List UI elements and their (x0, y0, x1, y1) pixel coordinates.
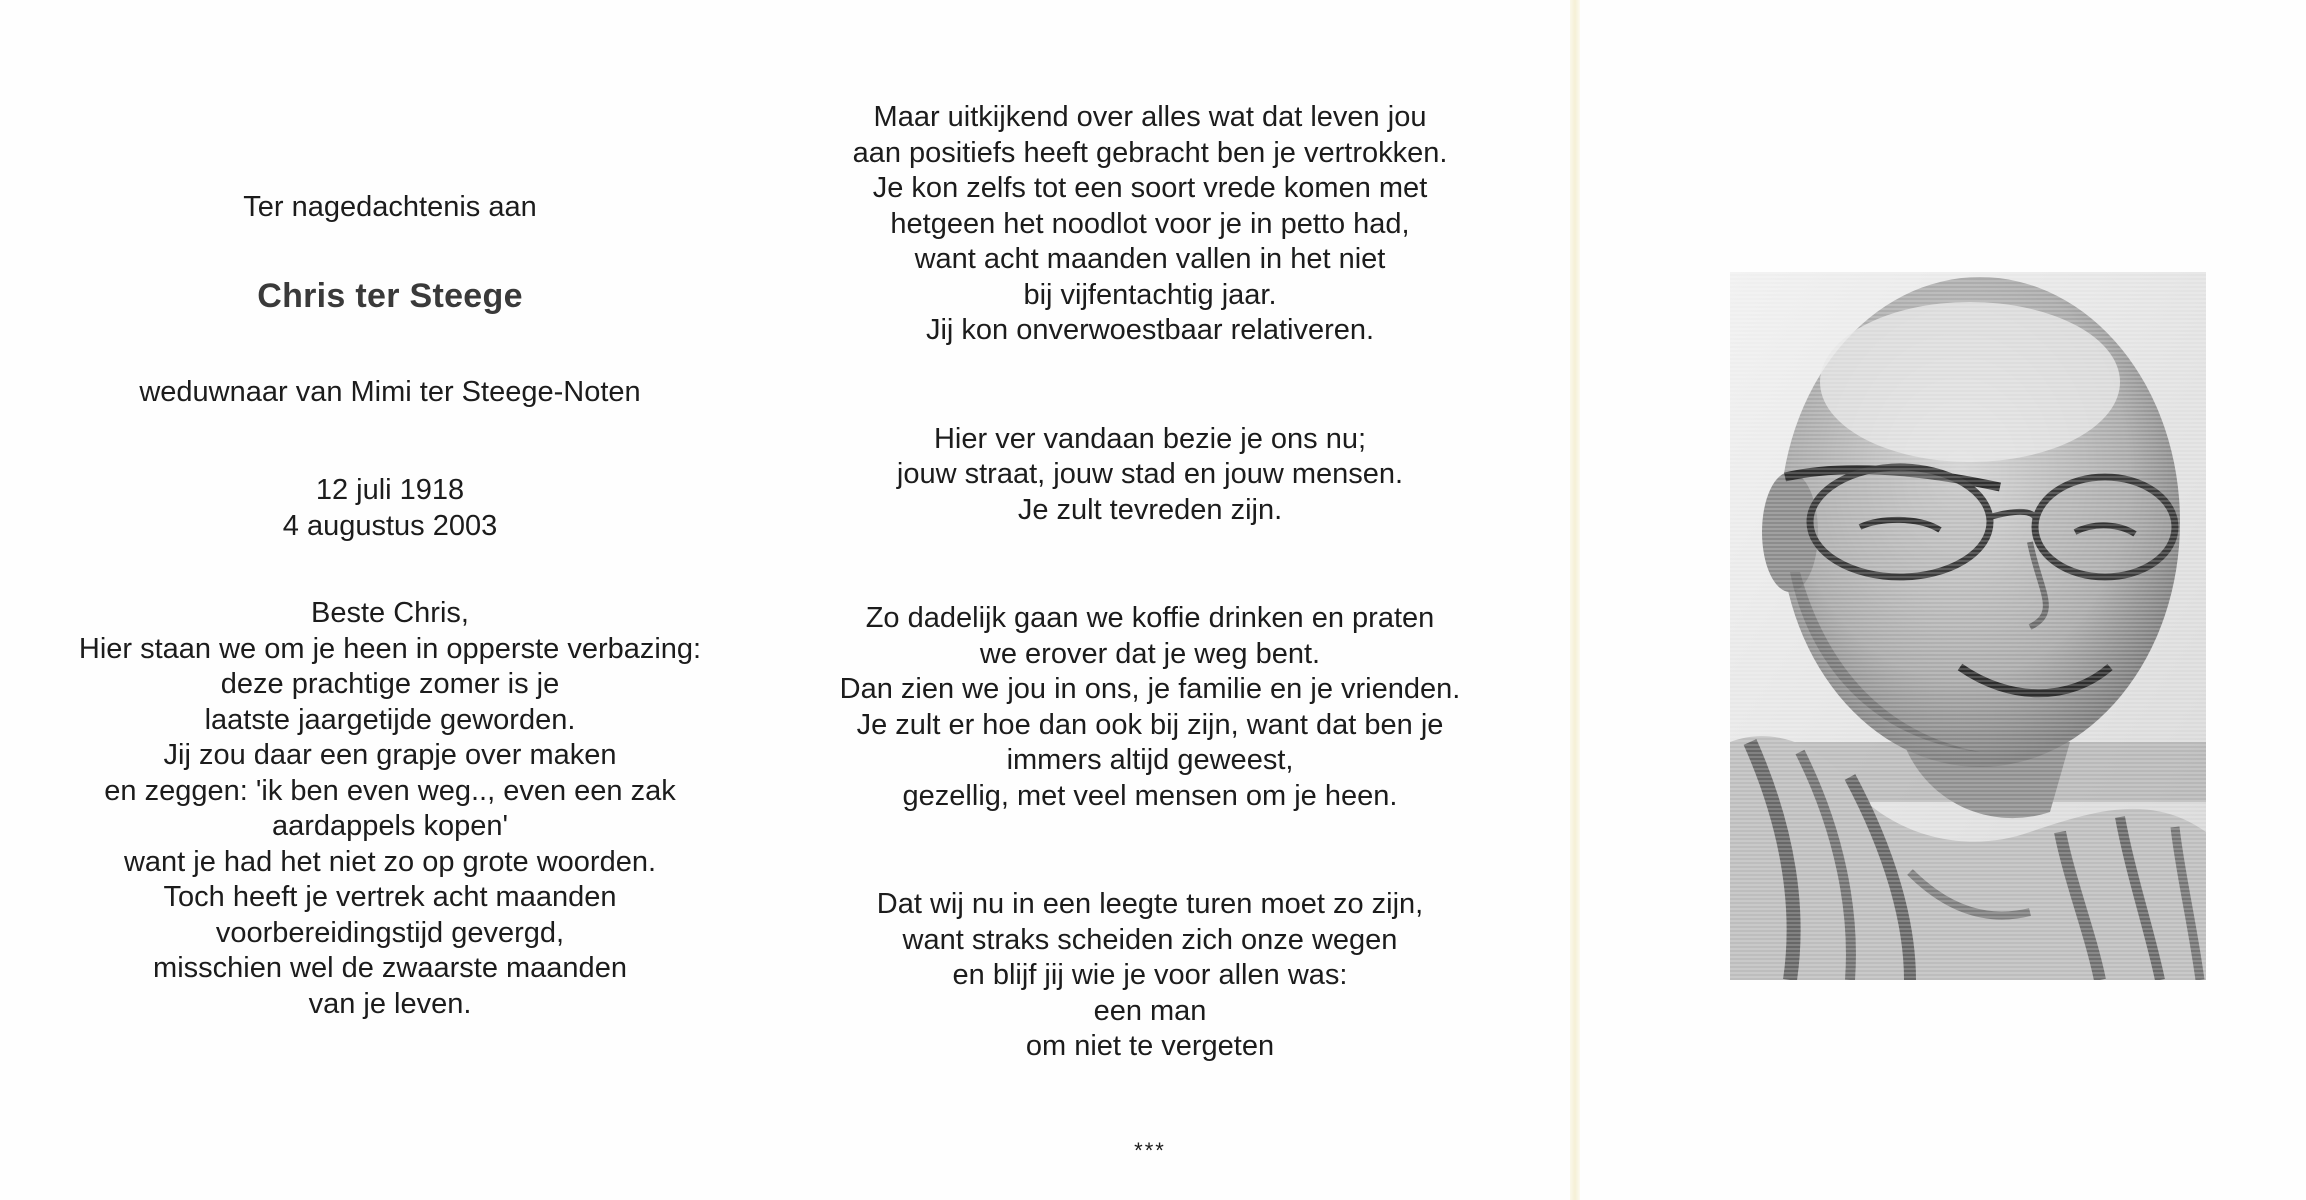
poem-line: want acht maanden vallen in het niet (914, 243, 1386, 275)
letter-line: van je leven. (308, 987, 472, 1020)
poem-stanza-4 (790, 887, 1510, 1065)
poem-line: aan positiefs heeft gebracht ben je vertrokken. (852, 136, 1448, 169)
intro-text: Ter nagedachtenis aan (243, 191, 537, 223)
poem-line: om niet te vergeten (1025, 1030, 1275, 1062)
poem-line: Zo dadelijk gaan we koffie drinken en praten (865, 602, 1435, 634)
letter-line: en zeggen: 'ik ben even weg.., even een zak (104, 774, 676, 807)
poem-line: we erover dat je weg bent. (979, 637, 1321, 670)
poem-stanza-1 (790, 100, 1510, 349)
photo-scanlines (1730, 272, 2206, 980)
letter-text (20, 596, 760, 1022)
letter-line: Toch heeft je vertrek acht maanden (163, 881, 617, 913)
letter-line: Jij zou daar een grapje over maken (163, 739, 617, 771)
poem-line: Dat wij nu in een leegte turen moet zo zijn, (876, 888, 1424, 920)
widower-text: weduwnaar van Mimi ter Steege-Noten (139, 376, 641, 408)
letter-line: aardappels kopen' (271, 810, 509, 842)
letter-line: want je had het niet zo op grote woorden. (123, 845, 657, 878)
left-panel (20, 190, 760, 1022)
poem-line: Hier ver vandaan bezie je ons nu; (933, 422, 1367, 455)
poem-line: Je kon zelfs tot een soort vrede komen met (872, 172, 1428, 204)
letter-line: Beste Chris, (311, 597, 469, 629)
poem-line: Jij kon onverwoestbaar relativeren. (925, 314, 1375, 346)
portrait-photo-svg (1730, 272, 2206, 980)
letter-line: laatste jaargetijde geworden. (204, 703, 576, 736)
birth-date: 12 juli 1918 (315, 474, 465, 506)
letter-line: Hier staan we om je heen in opperste verbazing: (78, 632, 702, 665)
poem-line: Maar uitkijkend over alles wat dat leven jou (873, 101, 1427, 133)
poem-line: gezellig, met veel mensen om je heen. (902, 779, 1398, 812)
closing-stars: *** (1134, 1137, 1166, 1163)
letter-line: deze prachtige zomer is je (220, 668, 560, 700)
card-fold-divider (1570, 0, 1580, 1200)
poem-line: jouw straat, jouw stad en jouw mensen. (896, 458, 1404, 490)
deceased-name: Chris ter Steege (257, 277, 523, 315)
poem-line: immers altijd geweest, (1006, 744, 1294, 776)
poem-line: Dan zien we jou in ons, je familie en je vrienden. (839, 673, 1461, 705)
poem-panel (790, 100, 1510, 1164)
poem-line: en blijf jij wie je voor allen was: (952, 959, 1348, 991)
poem-line: Je zult tevreden zijn. (1017, 493, 1283, 526)
death-date: 4 augustus 2003 (282, 509, 498, 542)
dates-block (20, 473, 760, 544)
poem-stanza-2 (790, 422, 1510, 529)
poem-line: een man (1093, 994, 1207, 1027)
poem-stanza-3 (790, 601, 1510, 814)
poem-line: want straks scheiden zich onze wegen (902, 923, 1398, 956)
poem-line: Je zult er hoe dan ook bij zijn, want dat ben je (856, 708, 1444, 741)
letter-line: misschien wel de zwaarste maanden (153, 952, 627, 984)
poem-line: hetgeen het noodlot voor je in petto had, (890, 207, 1410, 240)
portrait-photo-icon (1730, 272, 2206, 980)
poem-line: bij vijfentachtig jaar. (1023, 278, 1277, 311)
letter-line: voorbereidingstijd gevergd, (215, 916, 565, 949)
